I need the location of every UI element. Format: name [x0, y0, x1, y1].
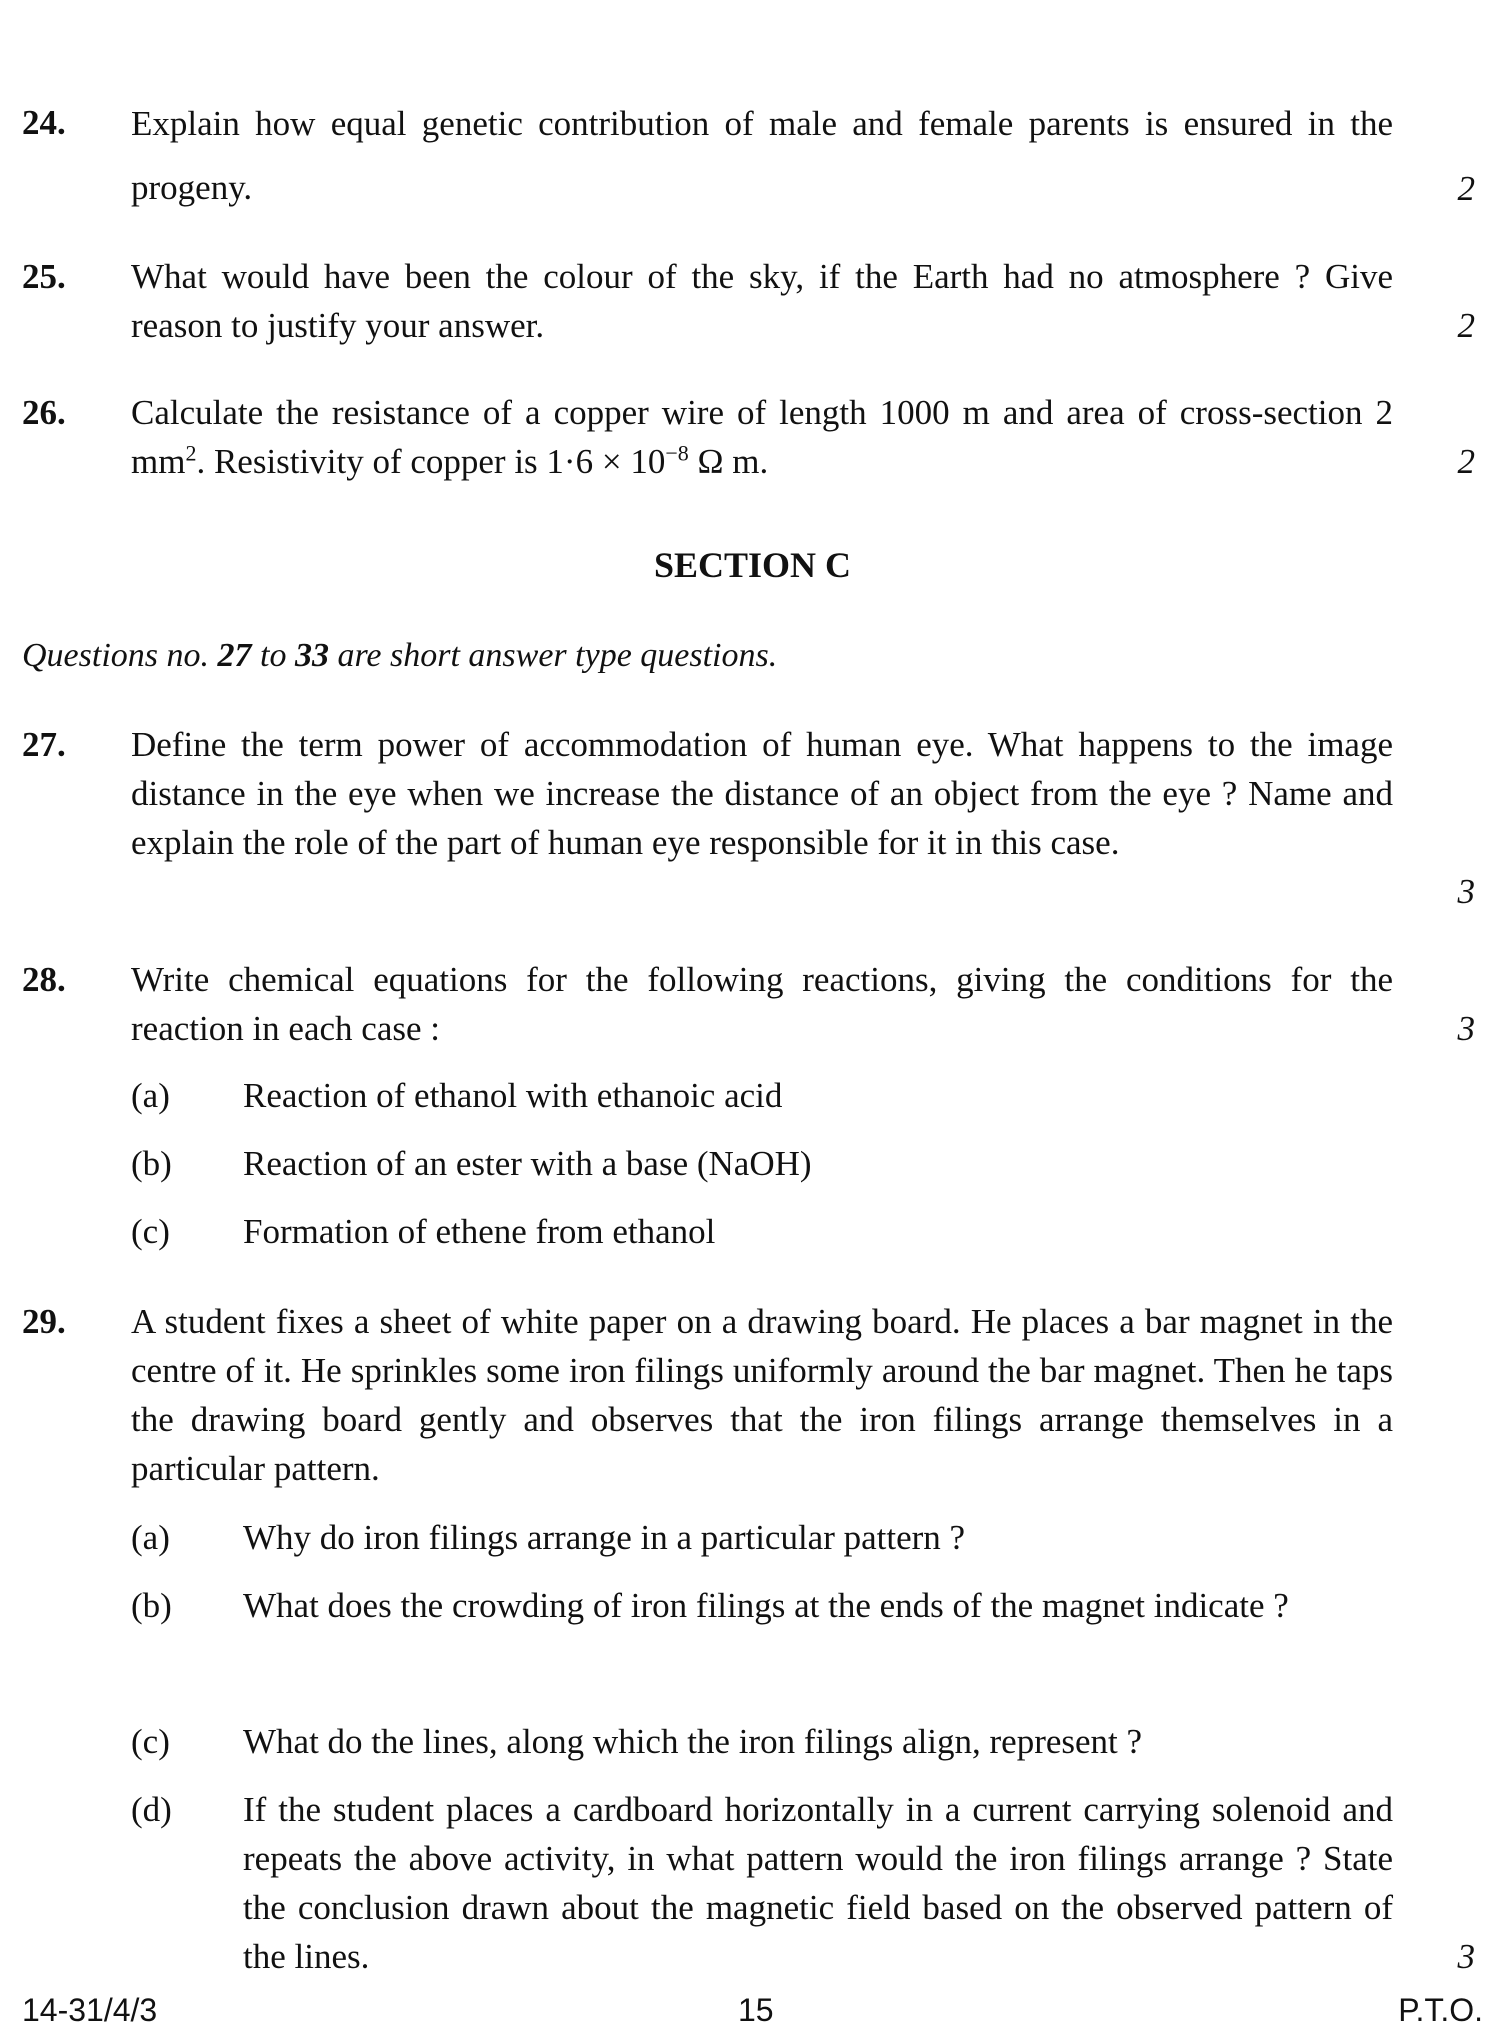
sub-question-label: (b) [131, 1144, 172, 1183]
sub-question-label: (d) [131, 1790, 172, 1829]
sub-question-label: (b) [131, 1586, 172, 1625]
page-number: 15 [738, 1992, 774, 2028]
sub-question-label: (a) [131, 1076, 170, 1115]
question-text: Explain how equal genetic contribution of male and female parents is ensured in the progeny. [131, 104, 1393, 207]
question-number: 25. [22, 257, 66, 296]
question-number: 26. [22, 393, 66, 432]
intro-text: to [251, 637, 295, 674]
sub-question-text: Reaction of an ester with a base (NaOH) [243, 1144, 812, 1183]
sub-question-text: What does the crowding of iron filings at the ends of the magnet indicate ? [243, 1586, 1289, 1625]
intro-from: 27 [217, 637, 252, 674]
question-number: 24. [22, 103, 66, 142]
question-number: 27. [22, 725, 66, 764]
question-text-part: Calculate the resistance of a copper wire of length 1000 m and area of cross-section 2 mm [131, 393, 1393, 481]
question-text-part: . Resistivity of copper is 1·6 × 10 [196, 442, 666, 481]
sub-question-label: (a) [131, 1518, 170, 1557]
superscript: −8 [665, 440, 689, 466]
marks: 3 [1457, 1009, 1475, 1048]
question-text: Write chemical equations for the following reactions, giving the conditions for the reaction in each case : [131, 960, 1393, 1048]
sub-question-text: Formation of ethene from ethanol [243, 1212, 716, 1251]
marks: 2 [1457, 169, 1475, 208]
pto-label: P.T.O. [1398, 1992, 1483, 2028]
question-text: Define the term power of accommodation of human eye. What happens to the image distance in the eye when we increase the distance of an object from the eye ? Name and explain the role of the part of human eye responsible for it in this case. [131, 725, 1393, 862]
sub-question-label: (c) [131, 1722, 170, 1761]
question-text [131, 388, 1393, 486]
sub-question-text: What do the lines, along which the iron filings align, represent ? [243, 1722, 1143, 1761]
sub-question-text: Reaction of ethanol with ethanoic acid [243, 1076, 783, 1115]
marks: 3 [1457, 1937, 1475, 1976]
sub-question-text: Why do iron filings arrange in a particular pattern ? [243, 1518, 966, 1557]
marks: 3 [1457, 872, 1475, 911]
marks: 2 [1457, 442, 1475, 481]
intro-to: 33 [294, 637, 329, 674]
superscript: 2 [185, 440, 197, 466]
sub-question-text: If the student places a cardboard horizontally in a current carrying solenoid and repeats the above activity, in what pattern would the iron filings arrange ? State the conclusion drawn about the magnetic field based on the observed pattern of the lines. [243, 1790, 1393, 1976]
question-number: 29. [22, 1302, 66, 1341]
paper-code: 14-31/4/3 [22, 1992, 158, 2028]
section-heading: SECTION C [653, 545, 852, 585]
sub-question-label: (c) [131, 1212, 170, 1251]
question-number: 28. [22, 960, 66, 999]
marks: 2 [1457, 306, 1475, 345]
section-instructions [22, 632, 777, 680]
intro-text: Questions no. [22, 637, 218, 674]
question-text: A student fixes a sheet of white paper on a drawing board. He places a bar magnet in the centre of it. He sprinkles some iron filings uniformly around the bar magnet. Then he taps the drawing board gently and observes that the iron filings arrange themselves in a particular pattern. [131, 1302, 1393, 1488]
question-text: What would have been the colour of the sky, if the Earth had no atmosphere ? Give reason to justify your answer. [131, 257, 1393, 345]
question-text-part: Ω m. [688, 442, 769, 481]
intro-text: are short answer type questions. [328, 637, 778, 674]
